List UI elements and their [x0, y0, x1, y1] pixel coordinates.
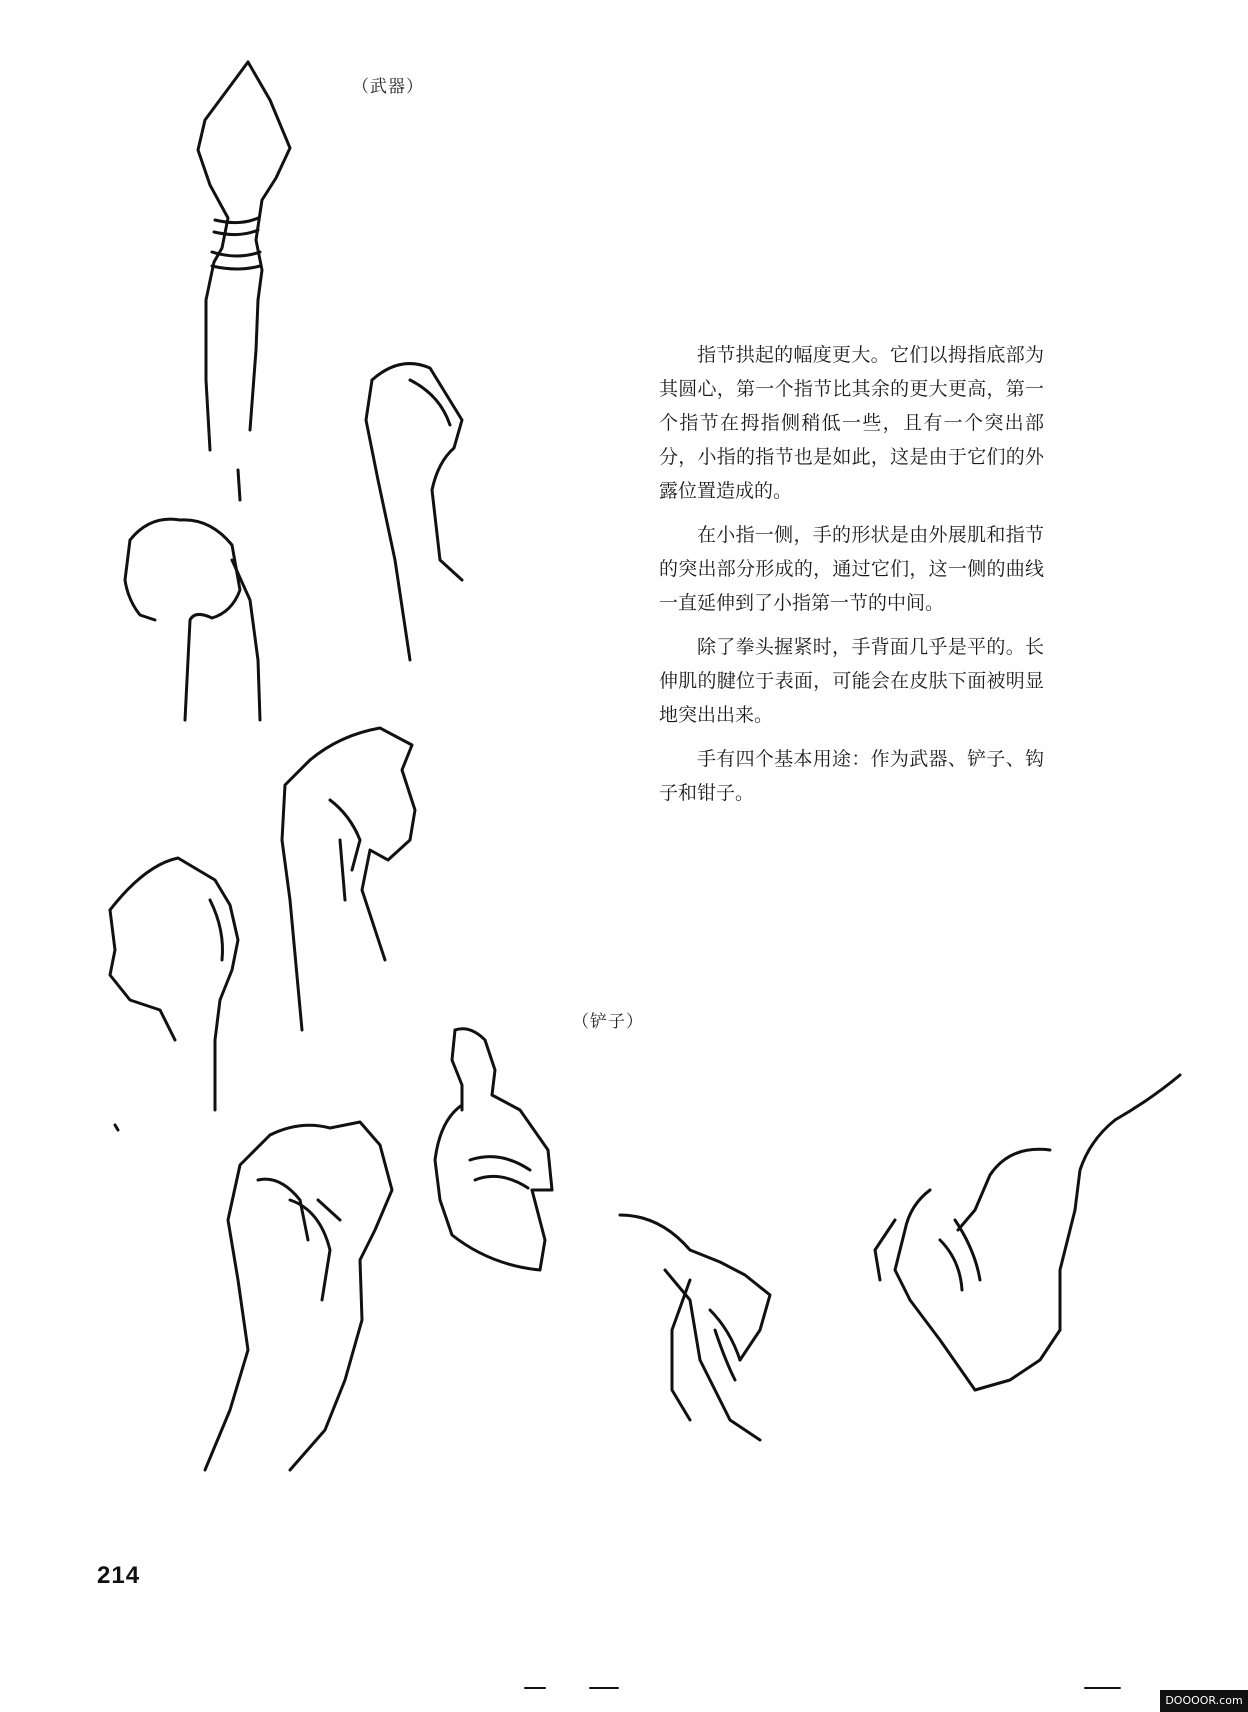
spear-hand-sketch	[198, 62, 290, 450]
caption-weapon: （武器）	[352, 77, 424, 97]
paragraph-four-uses: 手有四个基本用途：作为武器、铲子、钩子和钳子。	[659, 748, 1044, 804]
clenched-fist-sketch	[205, 1122, 392, 1470]
body-text	[659, 338, 1044, 820]
caption-shovel: （铲子）	[572, 1012, 644, 1032]
raised-hand-left-sketch	[125, 470, 260, 720]
paragraph-knuckles: 指节拱起的幅度更大。它们以拇指底部为其圆心，第一个指节比其余的更大更高，第一个指节在拇指侧稍低一些，且有一个突出部分，小指的指节也是如此，这是由于它们的外露位置造成的。	[659, 344, 1044, 502]
watermark: DOOOOR.com	[1160, 1690, 1248, 1712]
paragraph-back-of-hand: 除了拳头握紧时，手背面几乎是平的。长伸肌的腱位于表面，可能会在皮肤下面被明显地突出出来。	[659, 636, 1044, 726]
fist-sketch-middle	[282, 728, 415, 1030]
raised-hand-right-sketch	[366, 364, 462, 660]
hook-hand-sketch	[620, 1215, 770, 1440]
page-number: 214	[97, 1562, 141, 1589]
pincer-hand-sketch	[875, 1075, 1180, 1390]
paragraph-little-finger-side: 在小指一侧，手的形状是由外展肌和指节的突出部分形成的，通过它们，这一侧的曲线一直延伸到了小指第一节的中间。	[659, 524, 1044, 614]
shovel-hand-sketch	[435, 1029, 552, 1270]
fist-sketch-left	[110, 858, 238, 1130]
